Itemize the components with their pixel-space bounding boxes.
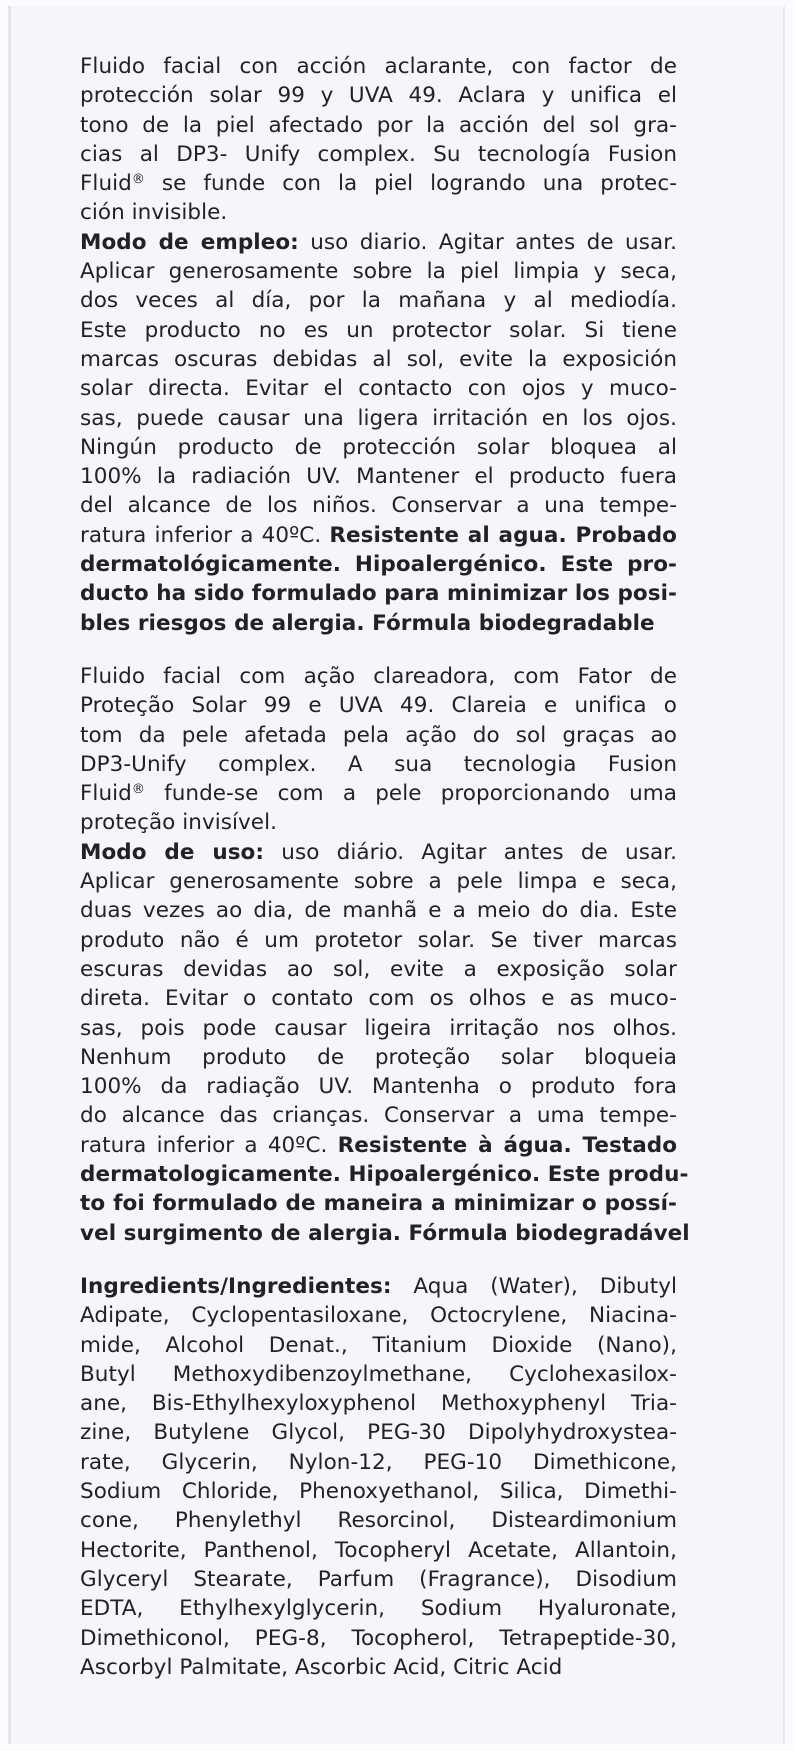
text-line: Dimethiconol, PEG-8, Tocopherol, Tetrapeptide-30,: [80, 1625, 677, 1651]
fusion-fluid-word: Fluid: [80, 171, 132, 197]
text-line: mide, Alcohol Denat., Titanium Dioxide (Nano),: [80, 1332, 677, 1358]
text-fragment: Aqua (Water), Dibutyl: [413, 1274, 677, 1299]
text-line: Ningún producto de protección solar bloquea al: [80, 434, 677, 460]
text-line: [80, 1272, 677, 1301]
text-line: 100% da radiação UV. Mantenha o produto fora: [80, 1074, 677, 1100]
text-line: dos veces al día, por la mañana y al mediodía.: [80, 288, 677, 314]
bold-fragment: Resistente à água. Testado: [337, 1132, 678, 1158]
text-line: marcas oscuras debidas al sol, evite la exposición: [80, 346, 677, 372]
text-line: [80, 579, 677, 608]
ingredients-list: [80, 1272, 677, 1682]
text-line: [80, 1160, 689, 1189]
portuguese-usage: [80, 838, 690, 1248]
fusion-fluid-word: Fluid: [80, 781, 132, 807]
text-fragment: funde-se com a pele proporcionando uma: [164, 781, 677, 807]
text-line: sas, puede causar una ligera irritación en los ojos.: [80, 405, 677, 431]
bold-fragment: dermatológicamente. Hipoalergénico. Este pro-: [80, 552, 677, 578]
bold-fragment: bles riesgos de alergia. Fórmula biodegradable: [80, 610, 655, 636]
text-fragment: uso diario. Agitar antes de usar.: [310, 229, 677, 255]
portuguese-description: [80, 662, 690, 1248]
text-line: Nenhum produto de proteção solar bloqueia: [80, 1044, 677, 1070]
text-line: Glyceryl Stearate, Parfum (Fragrance), Disodium: [80, 1566, 677, 1592]
text-line: del alcance de los niños. Conservar a una tempe-: [80, 493, 677, 519]
text-line: cone, Phenylethyl Resorcinol, Disteardimonium: [80, 1508, 677, 1534]
text-line: direta. Evitar o contato com os olhos e as muco-: [80, 986, 677, 1012]
text-line: ane, Bis-Ethylhexyloxyphenol Methoxyphenyl Tria-: [80, 1391, 677, 1417]
text-line: [80, 1131, 677, 1160]
text-line: escuras devidas ao sol, evite a exposição solar: [80, 956, 677, 982]
text-line: Este producto no es un protector solar. Si tiene: [80, 317, 677, 343]
text-line: Hectorite, Panthenol, Tocopheryl Acetate, Allantoin,: [80, 1537, 677, 1563]
text-line: do alcance das crianças. Conservar a uma tempe-: [80, 1103, 677, 1129]
bold-fragment: ducto ha sido formulado para minimizar los posi-: [80, 581, 677, 607]
spanish-description: [80, 52, 677, 638]
text-line: [80, 1189, 677, 1218]
bold-fragment: Resistente al agua. Probado: [329, 522, 677, 548]
portuguese-intro: [80, 662, 677, 838]
text-line: Proteção Solar 99 e UVA 49. Clareia e unifica o: [80, 693, 677, 719]
usage-heading: Modo de empleo:: [80, 229, 299, 255]
text-line: cias al DP3- Unify complex. Su tecnología Fusion: [80, 141, 677, 167]
text-line: Fluido facial con acción aclarante, con factor de: [80, 54, 677, 79]
text-line: zine, Butylene Glycol, PEG-30 Dipolyhydroxystea-: [80, 1420, 677, 1446]
text-line: rate, Glycerin, Nylon-12, PEG-10 Dimethicone,: [80, 1449, 677, 1475]
text-line: Aplicar generosamente sobre la piel limpia y seca,: [80, 259, 677, 285]
text-line: protección solar 99 y UVA 49. Aclara y unifica el: [80, 83, 677, 109]
text-line: [80, 838, 677, 867]
registered-mark: ®: [131, 782, 145, 798]
ingredients-paragraph: [80, 1272, 677, 1682]
text-line: proteção invisível.: [80, 810, 277, 836]
text-line: DP3-Unify complex. A sua tecnologia Fusion: [80, 751, 677, 777]
text-line: Fluido facial com ação clareadora, com Fator de: [80, 664, 677, 689]
bold-fragment: to foi formulado de maneira a minimizar o possí-: [80, 1191, 677, 1217]
text-line: sas, pois pode causar ligeira irritação nos olhos.: [80, 1015, 677, 1041]
text-line: [80, 609, 677, 638]
spanish-intro: [80, 52, 677, 228]
text-line: Sodium Chloride, Phenoxyethanol, Silica, Dimethi-: [80, 1479, 677, 1505]
text-line: tono de la piel afectado por la acción del sol gra-: [80, 112, 677, 138]
spanish-usage: [80, 228, 677, 638]
text-line: produto não é um protetor solar. Se tiver marcas: [80, 927, 677, 953]
text-fragment: uso diário. Agitar antes de usar.: [281, 839, 677, 865]
text-line: Adipate, Cyclopentasiloxane, Octocrylene, Niacina-: [80, 1303, 677, 1329]
bold-fragment: dermatologicamente. Hipoalergénico. Este produ-: [80, 1162, 689, 1188]
text-line: [80, 550, 677, 579]
registered-mark: ®: [131, 172, 145, 188]
text-line: ción invisible.: [80, 200, 228, 226]
text-line: [80, 521, 677, 550]
text-line: Butyl Methoxydibenzoylmethane, Cyclohexasilox-: [80, 1361, 677, 1387]
text-line: tom da pele afetada pela ação do sol graças ao: [80, 722, 677, 748]
text-line: Ascorbyl Palmitate, Ascorbic Acid, Citric Acid: [80, 1654, 563, 1680]
text-line: [80, 169, 677, 198]
text-fragment: se funde con la piel logrando una protec-: [161, 171, 678, 197]
text-line: Aplicar generosamente sobre a pele limpa e seca,: [80, 869, 677, 895]
text-fragment: ratura inferior a 40ºC.: [80, 522, 322, 548]
usage-heading: Modo de uso:: [80, 839, 265, 865]
text-line: EDTA, Ethylhexylglycerin, Sodium Hyaluronate,: [80, 1596, 677, 1622]
text-line: [80, 779, 677, 808]
text-line: [80, 228, 677, 257]
bold-fragment: vel surgimento de alergia. Fórmula biodegradável: [80, 1220, 690, 1246]
text-line: [80, 1219, 690, 1248]
text-fragment: ratura inferior a 40ºC.: [80, 1132, 328, 1158]
ingredients-heading: Ingredients/Ingredientes:: [80, 1274, 392, 1299]
text-line: duas vezes ao dia, de manhã e a meio do dia. Este: [80, 898, 677, 924]
text-line: 100% la radiación UV. Mantener el producto fuera: [80, 464, 677, 490]
text-line: solar directa. Evitar el contacto con ojos y muco-: [80, 376, 677, 402]
